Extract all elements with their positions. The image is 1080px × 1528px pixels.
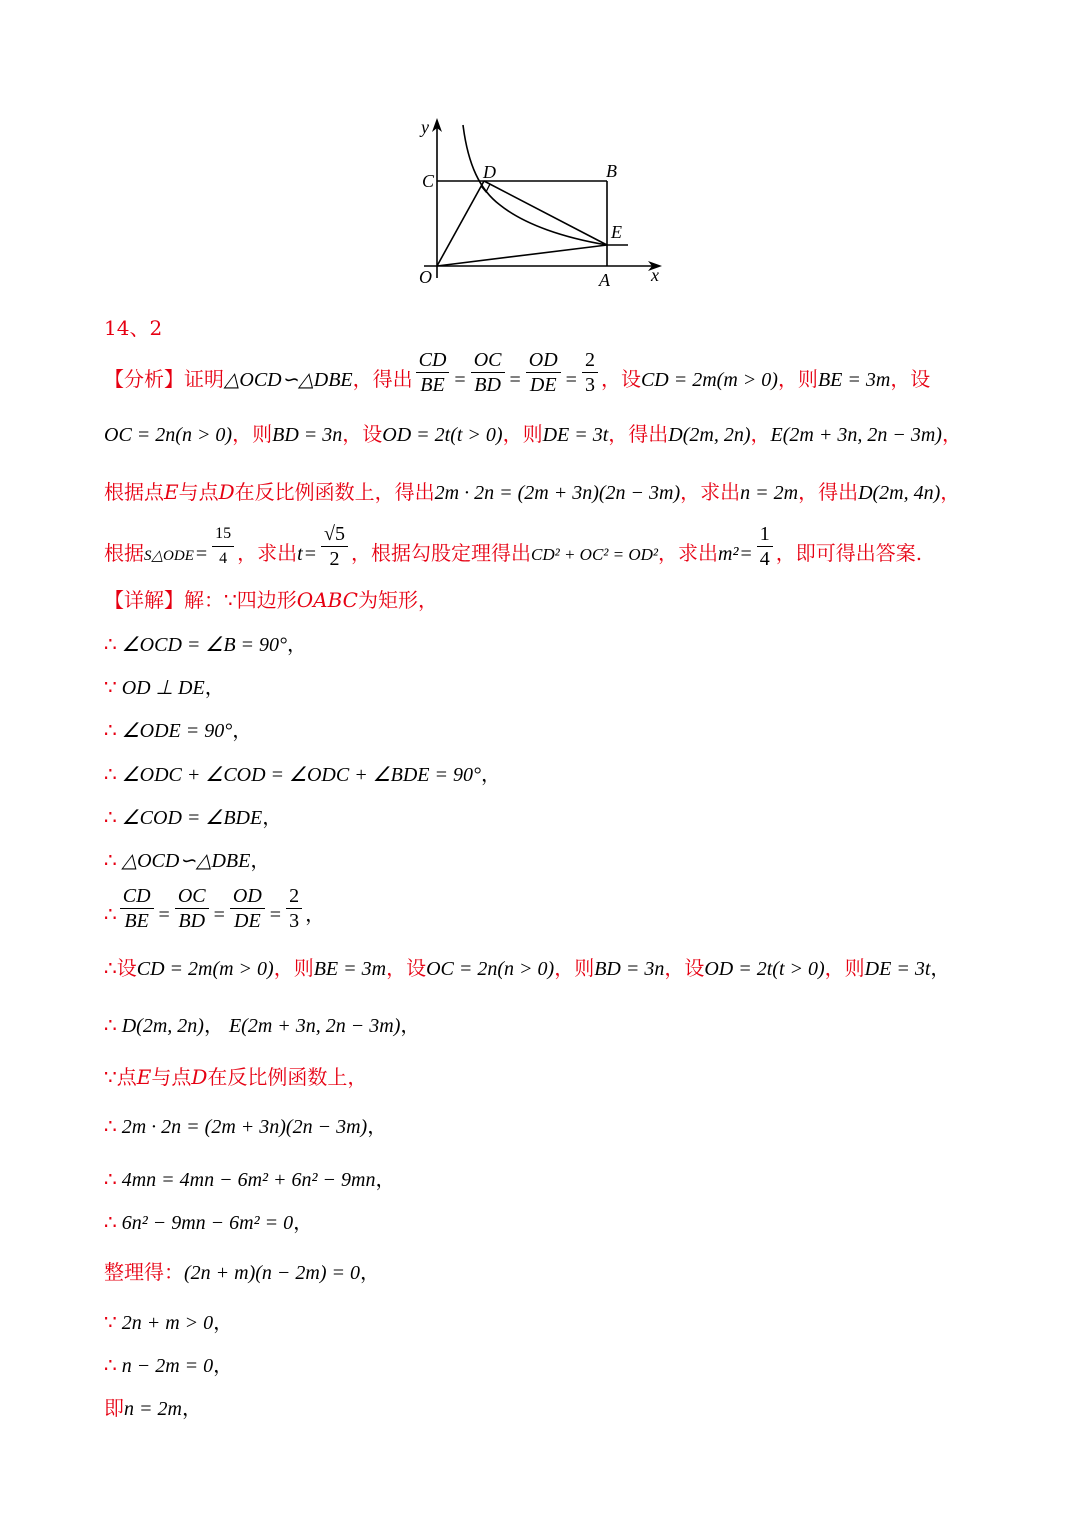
math-expr: n = 2m	[124, 1398, 182, 1420]
denominator: BE	[420, 374, 445, 396]
solution-step-3	[104, 718, 252, 743]
comma: ，	[213, 1312, 234, 1334]
analysis-text: ，则	[232, 422, 273, 446]
solution-step-14	[104, 1260, 380, 1285]
math-expr: BD = 3n	[594, 958, 665, 980]
therefore-symbol: ∴	[104, 1353, 117, 1377]
hyperbola-curve	[463, 125, 607, 245]
comma: ，	[367, 1116, 388, 1138]
math-expr: CD = 2m(m > 0)	[136, 958, 274, 980]
numerator: 15	[212, 522, 234, 547]
therefore-symbol: ∴	[104, 1210, 117, 1234]
label-y: y	[421, 117, 429, 137]
comma: ，	[375, 1169, 396, 1191]
math-expr: CD² + OC² = OD²	[530, 545, 659, 564]
math-expr: BD = 3n	[272, 424, 343, 446]
solution-step-15	[104, 1310, 233, 1335]
solution-text: ，则	[824, 956, 865, 980]
denominator: 2	[329, 548, 340, 570]
denominator: 3	[289, 910, 300, 932]
comma: ，	[204, 677, 225, 699]
because-symbol: ∵	[104, 1065, 117, 1089]
analysis-text: 根据点	[104, 480, 164, 504]
math-expr: 2m · 2n = (2m + 3n)(2n − 3m)	[121, 1116, 368, 1138]
comma: ，	[262, 807, 283, 829]
therefore-symbol: ∴	[104, 762, 117, 786]
fraction	[175, 884, 209, 933]
math-expr: BE = 3m	[313, 958, 387, 980]
denominator: DE	[234, 910, 261, 932]
point-label: D	[218, 480, 235, 504]
point-label: E	[136, 1065, 152, 1089]
fraction	[321, 522, 348, 571]
math-expr: D(2m, 2n)	[668, 424, 751, 446]
math-var: m²	[718, 543, 739, 565]
segment-OE	[437, 245, 607, 266]
problem-header: 14、2	[104, 316, 163, 340]
equals-sign: =	[304, 543, 316, 565]
equals-sign: =	[269, 904, 282, 927]
solution-step-11	[104, 1114, 387, 1139]
numerator: CD	[120, 884, 154, 909]
analysis-line-4	[104, 523, 923, 571]
solution-text: ，设	[386, 956, 427, 980]
solution-step-2	[104, 675, 225, 700]
fraction	[526, 348, 561, 397]
solution-text: 与点	[151, 1065, 192, 1089]
comma: ，	[481, 764, 501, 786]
therefore-symbol: ∴	[104, 902, 117, 927]
analysis-line-2	[104, 422, 962, 447]
solution-intro	[104, 588, 438, 612]
numerator: OC	[471, 348, 505, 373]
solution-text: 点	[116, 1065, 137, 1089]
numerator: OC	[175, 884, 209, 909]
because-symbol: ∵	[104, 675, 117, 699]
solution-text: 解：	[184, 588, 224, 612]
math-expr: ∠COD = ∠BDE	[121, 807, 263, 829]
math-expr: DE = 3t	[864, 958, 931, 980]
solution-tag: 【详解】	[104, 588, 184, 612]
denominator: DE	[529, 374, 557, 396]
comma: ，	[287, 634, 308, 656]
math-expr: OD = 2t(t > 0)	[704, 958, 825, 980]
therefore-symbol: ∴	[104, 718, 117, 742]
math-expr: D(2m, 4n)	[858, 482, 941, 504]
equals-sign: =	[158, 904, 170, 927]
denominator: BD	[474, 374, 501, 396]
math-expr: OD ⊥ DE	[121, 677, 205, 699]
solution-step-6	[104, 848, 270, 873]
label-B: B	[606, 161, 617, 181]
math-expr: OC = 2n(n > 0)	[426, 958, 555, 980]
math-expr: 4mn = 4mn − 6m² + 6n² − 9mn	[121, 1169, 376, 1191]
comma: ，	[930, 958, 951, 980]
therefore-symbol: ∴	[104, 805, 117, 829]
fraction	[416, 348, 450, 397]
analysis-text: ，根据勾股定理得出	[350, 541, 531, 565]
label-C: C	[422, 171, 435, 191]
math-expr: BE = 3m	[817, 369, 891, 391]
math-expr: △OCD∽△DBE	[121, 850, 251, 872]
math-var: t	[297, 543, 303, 565]
math-expr: (2n + m)(n − 2m) = 0	[184, 1262, 361, 1284]
math-expr: OABC	[296, 588, 358, 612]
similarity-expr: △OCD∽△DBE	[224, 369, 353, 391]
solution-text: 设	[116, 956, 137, 980]
numerator: 2	[286, 884, 302, 909]
solution-step-4	[104, 762, 501, 787]
therefore-symbol: ∴	[104, 1013, 117, 1037]
point-label: D	[191, 1065, 208, 1089]
math-expr: 2m · 2n = (2m + 3n)(2n − 3m)	[434, 482, 681, 504]
math-expr: 2n + m > 0	[121, 1312, 214, 1334]
segment-OD	[437, 181, 484, 266]
analysis-text: ，	[941, 422, 962, 446]
analysis-text: ，得出	[798, 480, 859, 504]
comma: ，	[181, 1398, 202, 1420]
math-expr: 6n² − 9mn − 6m² = 0	[121, 1212, 294, 1234]
solution-step-10	[104, 1065, 367, 1089]
therefore-symbol: ∴	[104, 1167, 117, 1191]
denominator: BE	[124, 910, 149, 932]
equals-sign: =	[213, 904, 225, 927]
therefore-symbol: ∴	[104, 1114, 117, 1138]
fraction	[582, 348, 598, 397]
analysis-text: ，设	[600, 367, 641, 391]
numerator: √5	[321, 522, 348, 547]
analysis-text: 在反比例函数上，得出	[234, 480, 435, 504]
therefore-symbol: ∴	[104, 848, 117, 872]
therefore-symbol: ∴	[104, 632, 117, 656]
fraction	[120, 884, 154, 933]
numerator: OD	[230, 884, 265, 909]
comma: ，	[305, 904, 326, 927]
therefore-symbol: ∴	[104, 956, 117, 980]
math-expr: n = 2m	[740, 482, 799, 504]
solution-text: ，设	[664, 956, 705, 980]
denominator: BD	[178, 910, 206, 932]
comma: ，	[203, 1015, 224, 1037]
fraction	[230, 884, 265, 933]
solution-text: 为矩形，	[357, 588, 438, 612]
math-expr: ∠OCD = ∠B = 90°	[121, 634, 288, 656]
fraction	[286, 884, 302, 933]
math-expr: n − 2m = 0	[121, 1355, 214, 1377]
label-D: D	[483, 162, 496, 182]
analysis-text: ，	[940, 480, 961, 504]
analysis-text: 与点	[178, 480, 219, 504]
analysis-text: ，求出	[658, 541, 719, 565]
math-expr: ∠ODC + ∠COD = ∠ODC + ∠BDE = 90°	[121, 764, 481, 786]
denominator: 3	[584, 374, 595, 396]
equals-sign: =	[454, 369, 466, 391]
analysis-text: ，则	[502, 422, 543, 446]
because-symbol: ∵	[104, 1310, 117, 1334]
because-symbol: ∵	[224, 588, 237, 612]
solution-step-12	[104, 1167, 395, 1192]
analysis-text: ，即可得出答案.	[775, 541, 923, 565]
fraction	[471, 348, 505, 397]
comma: ，	[360, 1262, 381, 1284]
comma: ，	[400, 1015, 421, 1037]
numerator: 1	[757, 522, 773, 547]
analysis-text: 根据	[104, 541, 144, 565]
math-expr: CD = 2m(m > 0)	[640, 369, 778, 391]
solution-step-17	[104, 1396, 202, 1421]
analysis-text: ，设	[890, 367, 931, 391]
equals-sign: =	[195, 543, 208, 565]
math-expr: DE = 3t	[542, 424, 609, 446]
solution-text: 整理得：	[104, 1260, 184, 1284]
solution-text: 四边形	[236, 588, 297, 612]
comma: ，	[213, 1355, 234, 1377]
comma: ，	[293, 1212, 314, 1234]
comma: ，	[250, 850, 271, 872]
solution-step-13	[104, 1210, 313, 1235]
fraction	[212, 522, 234, 571]
math-expr: E(2m + 3n, 2n − 3m)	[228, 1015, 401, 1037]
analysis-text: ，求出	[680, 480, 741, 504]
solution-step-5	[104, 805, 282, 830]
area-symbol: S△ODE	[144, 548, 194, 564]
fraction	[757, 522, 773, 571]
analysis-line-1	[104, 349, 931, 397]
numerator: CD	[416, 348, 450, 373]
equals-sign: =	[509, 369, 521, 391]
math-expr: E(2m + 3n, 2n − 3m)	[770, 424, 942, 446]
denominator: 4	[219, 550, 228, 567]
label-O: O	[419, 267, 432, 287]
solution-step-1	[104, 632, 307, 657]
point-label: E	[164, 480, 179, 504]
solution-step-9	[104, 1013, 420, 1038]
equals-sign: =	[565, 369, 577, 391]
analysis-text: ，	[750, 422, 771, 446]
equals-sign: =	[740, 543, 752, 565]
analysis-text: 证明	[184, 367, 224, 391]
comma: ，	[232, 720, 253, 742]
solution-text: ，则	[273, 956, 314, 980]
denominator: 4	[759, 548, 770, 570]
label-E: E	[611, 222, 622, 242]
analysis-line-3	[104, 480, 960, 505]
math-expr: OD = 2t(t > 0)	[382, 424, 503, 446]
math-expr: D(2m, 2n)	[121, 1015, 204, 1037]
solution-text: 即	[104, 1396, 124, 1420]
numerator: 2	[582, 348, 598, 373]
solution-step-8	[104, 956, 950, 981]
label-x: x	[651, 265, 659, 285]
analysis-text: ，设	[342, 422, 383, 446]
segment-DE	[484, 181, 607, 245]
math-expr: ∠ODE = 90°	[121, 720, 233, 742]
solution-text: ，则	[554, 956, 595, 980]
solution-step-7	[104, 885, 326, 933]
label-A: A	[599, 270, 610, 290]
analysis-text: ，得出	[352, 367, 413, 391]
analysis-text: ，得出	[608, 422, 669, 446]
analysis-tag: 【分析】	[104, 367, 184, 391]
numerator: OD	[526, 348, 561, 373]
solution-text: 在反比例函数上，	[207, 1065, 368, 1089]
analysis-text: ，求出	[237, 541, 298, 565]
math-expr: OC = 2n(n > 0)	[104, 424, 233, 446]
analysis-text: ，则	[777, 367, 818, 391]
solution-step-16	[104, 1353, 233, 1378]
